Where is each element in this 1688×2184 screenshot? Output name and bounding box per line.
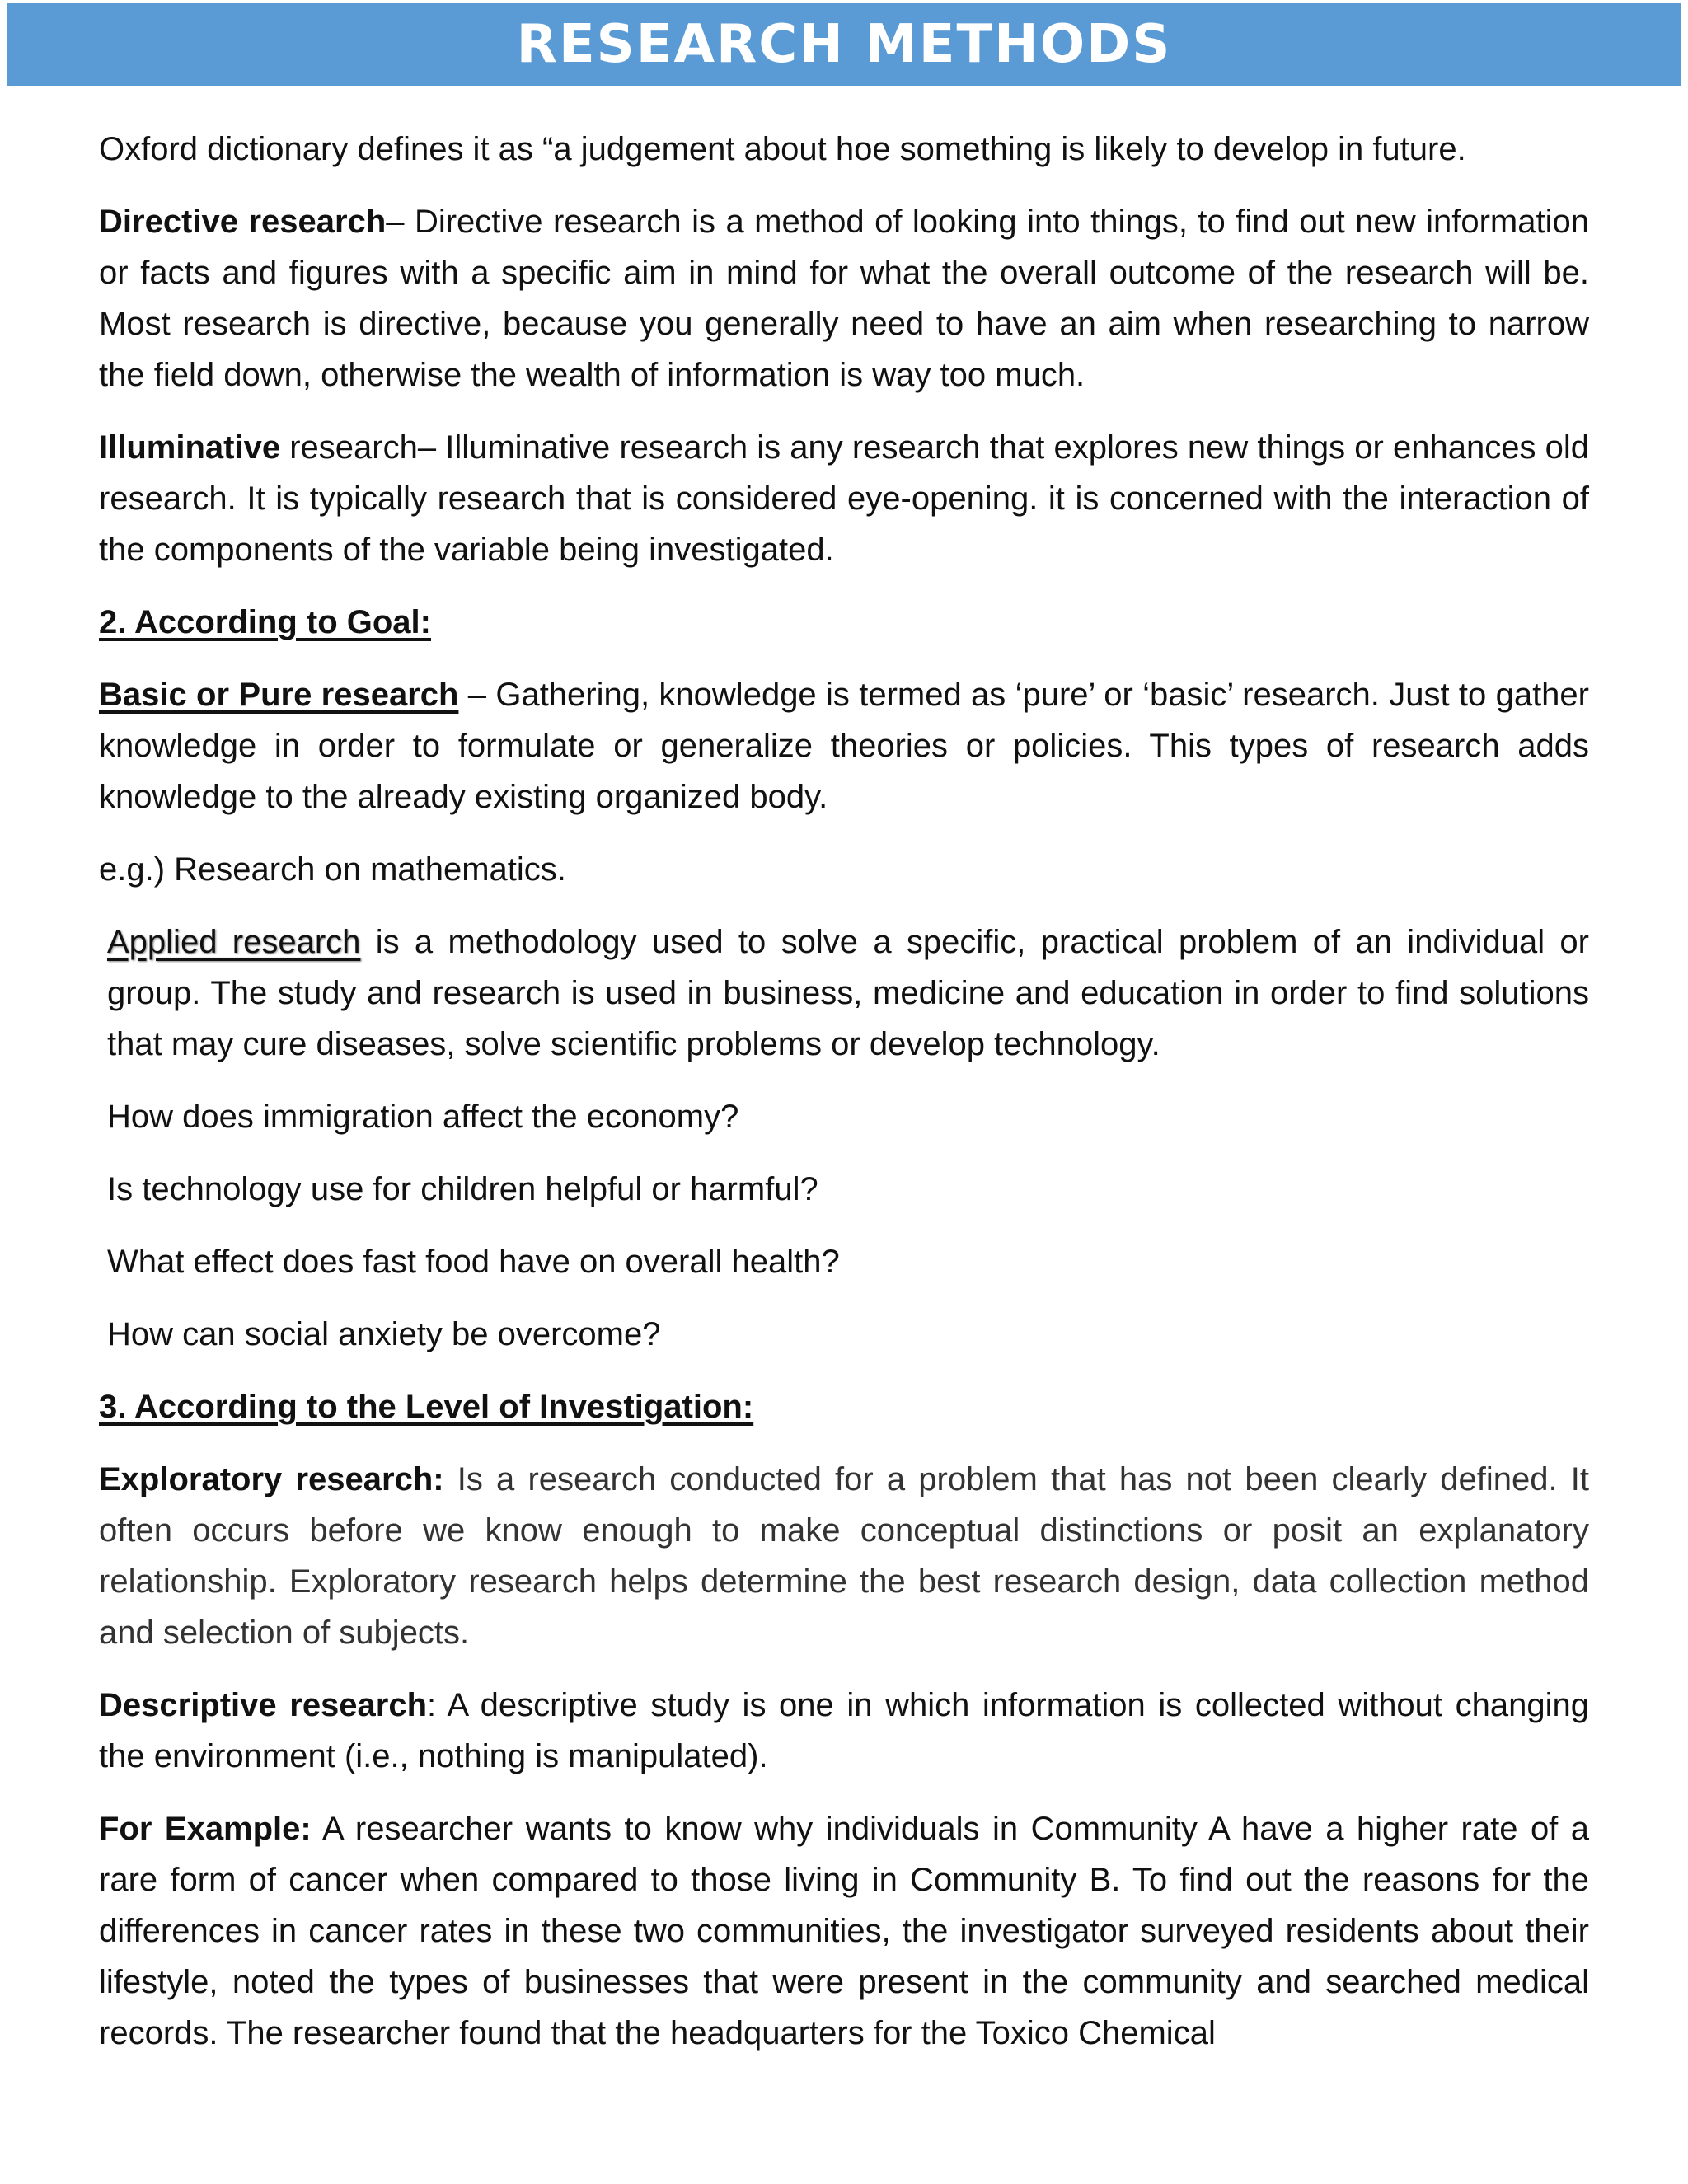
section-2-heading-text: 2. According to Goal: <box>99 604 431 640</box>
question-item <box>99 1164 1589 1215</box>
intro-paragraph <box>99 124 1589 175</box>
basic-research-term: Basic or Pure research <box>99 677 459 713</box>
question-text: Is technology use for children helpful or harmful? <box>107 1171 818 1207</box>
descriptive-paragraph <box>99 1680 1589 1782</box>
descriptive-text: : A descriptive study is one in which information is collected without changing the environment (i.e., nothing is manipulated). <box>99 1687 1589 1774</box>
applied-research-paragraph <box>99 916 1589 1070</box>
question-text: What effect does fast food have on overall health? <box>107 1244 840 1280</box>
descriptive-term: Descriptive research <box>99 1687 428 1723</box>
section-3-heading <box>99 1381 1589 1432</box>
illuminative-paragraph <box>99 422 1589 575</box>
example-paragraph <box>99 1803 1589 2059</box>
section-2-heading <box>99 597 1589 648</box>
exploratory-paragraph <box>99 1454 1589 1658</box>
directive-paragraph <box>99 196 1589 401</box>
applied-research-text: is a methodology used to solve a specific, practical problem of an individual or group. The study and research is used in business, medicine and education in order to find solutions that may cure diseases, solve scientific problems or develop technology. <box>107 924 1589 1062</box>
basic-research-text: – Gathering, knowledge is termed as ‘pure’ or ‘basic’ research. Just to gather knowledge in order to formulate or generalize theories or policies. This types of research adds knowledge to the already existing organized body. <box>99 677 1589 815</box>
question-item <box>99 1236 1589 1287</box>
exploratory-term: Exploratory research: <box>99 1461 444 1497</box>
basic-example <box>99 844 1589 895</box>
question-item <box>99 1309 1589 1360</box>
intro-text: Oxford dictionary defines it as “a judgement about hoe something is likely to develop in future. <box>99 131 1466 167</box>
question-item <box>99 1091 1589 1142</box>
directive-term: Directive research <box>99 204 387 240</box>
section-3-heading-text: 3. According to the Level of Investigation: <box>99 1389 754 1425</box>
basic-example-text: e.g.) Research on mathematics. <box>99 851 566 888</box>
illuminative-text: research– Illuminative research is any research that explores new things or enhances old research. It is typically research that is considered eye-opening. it is concerned with the interaction of the components of the variable being investigated. <box>99 429 1589 568</box>
title-banner <box>7 3 1681 86</box>
illuminative-term: Illuminative <box>99 429 281 466</box>
example-term: For Example: <box>99 1811 312 1847</box>
directive-text: – Directive research is a method of looking into things, to find out new information or facts and figures with a specific aim in mind for what the overall outcome of the research will be. Most research is directive, because you generally need to have an aim when researching to narrow the field down, otherwise the wealth of information is way too much. <box>99 204 1589 393</box>
document-body <box>99 124 1589 2080</box>
question-text: How can social anxiety be overcome? <box>107 1316 661 1352</box>
applied-research-term: Applied research <box>107 924 361 960</box>
page-title: RESEARCH METHODS <box>516 14 1172 75</box>
question-text: How does immigration affect the economy? <box>107 1099 739 1135</box>
basic-research-paragraph <box>99 669 1589 823</box>
example-text: A researcher wants to know why individuals in Community A have a higher rate of a rare form of cancer when compared to those living in Community B. To find out the reasons for the differences in cancer rates in these two communities, the investigator surveyed residents about their lifestyle, noted the types of businesses that were present in the community and searched medical records. The researcher found that the headquarters for the Toxico Chemical <box>99 1811 1590 2051</box>
exploratory-text: Is a research conducted for a problem that has not been clearly defined. It often occurs before we know enough to make conceptual distinctions or posit an explanatory relationship. Exploratory research helps determine the best research design, data collection method and selection of subjects. <box>99 1461 1589 1651</box>
